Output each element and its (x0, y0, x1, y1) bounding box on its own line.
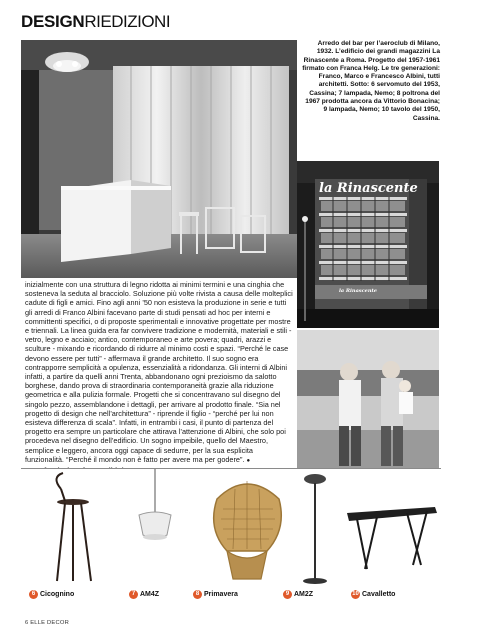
section-header (21, 10, 170, 32)
product-label-primavera (193, 590, 238, 599)
rinascente-building-photo (297, 161, 439, 328)
article-body (25, 280, 293, 475)
product-number-badge: 9 (283, 590, 292, 599)
product-name: AM4Z (140, 591, 160, 598)
product-number-badge: 8 (193, 590, 202, 599)
product-label-am2z (283, 590, 313, 599)
link-bullet: ● (246, 457, 251, 464)
section-subtitle: RIEDIZIONI (84, 12, 171, 31)
building-sign-text: la Rinascente (319, 181, 418, 196)
product-name: AM2Z (294, 591, 314, 598)
cicognino-image (56, 473, 91, 581)
section-title: DESIGN (21, 12, 85, 31)
product-label-am4z (129, 590, 159, 599)
product-name: Primavera (204, 591, 238, 598)
page-footer: 6 ELLE DECOR (25, 620, 69, 626)
primavera-chair-image (214, 481, 282, 579)
product-label-cicognino (29, 590, 74, 599)
product-number-badge: 6 (29, 590, 38, 599)
cavalletto-table-image (347, 507, 437, 569)
product-label-cavalletto (351, 590, 395, 599)
am4z-lamp-image (139, 469, 171, 540)
photo-caption: Arredo del bar per l’aeroclub di Milano, 1932. L’edificio dei grandi magazzini La Rinascente a Roma. Progetto del 1957-1961 firmato con Franca Helg. Le tre generazioni: Franco, Marco e Francesco Albini, tutti architetti. Sotto: 6 servomuto del 1953, Cassina; 7 lampada, Nemo; 8 poltrona del 1967 prodotta ancora da Vittorio Bonacina; 9 lampada, Nemo; 10 tavolo del 1950, Cassina. (302, 40, 440, 122)
product-name: Cicognino (40, 591, 75, 598)
building-lower-sign-text: la Rinascente (339, 288, 377, 294)
products-strip (21, 468, 441, 608)
article-body-text: inizialmente con una struttura di legno ridotta ai minimi termini e una cinghia che sosteneva la seduta al bracciolo. Soluzione più volte rivista a causa delle molteplici cadute di figli e amici. Fino agli anni ’50 non esisteva la produzione in serie e tutti gli arredi di Franco Albini facevano parte di studi pensati ad hoc per interni e committenti specifici, o di proposte sperimentali e innovative progettate per mostre e triennali. La linea guida era far convivere tradizione e modernità, materiali e stili - vetro, legno e acciaio; antico, contemporaneo e arte povera; quadri, arazzi e sculture - mixando e ricordando di ridurre al minimo costi e spazi. “Perché le case devono essere per tutti” - affermava il grande architetto. Il suo sogno era contrapporre semplicità a opulenza, essenzialità a ridondanza. Gli interni di Albini infatti, a partire da quelli anni Trenta, abbandonano ogni prezioismo da salotto borghese, dando prova di straordinaria contemporaneità grazie alla riduzione geometrica e alla pulizia formale. Progetti che si concentravano sul disegno del singolo pezzo, assemblandone i dettagli, per arrivare al prodotto finale. “Sia nel progetto di design che nell’architettura” - riprende il figlio - “perché per lui non esisteva differenza di scala”. Infatti, in entrambi i casi, il punto di partenza del progetto era sempre un particolare che attirava l’attenzione di Albini, che solo poi procedeva nel disegno dell’edificio. Un sogno impeibile, quello del Maestro, semplice e leggero, ancora oggi capace di sedurre, per la sua esplicita funzionalità. “Perché il mondo non è fatto per avere ma per godere”. (25, 280, 293, 464)
product-number-badge: 10 (352, 591, 359, 597)
albini-family-photo (297, 330, 439, 470)
product-number-badge: 7 (129, 590, 138, 599)
bar-interior-photo (21, 40, 297, 278)
product-name: Cavalletto (362, 591, 396, 598)
am2z-lamp-image (303, 474, 327, 584)
